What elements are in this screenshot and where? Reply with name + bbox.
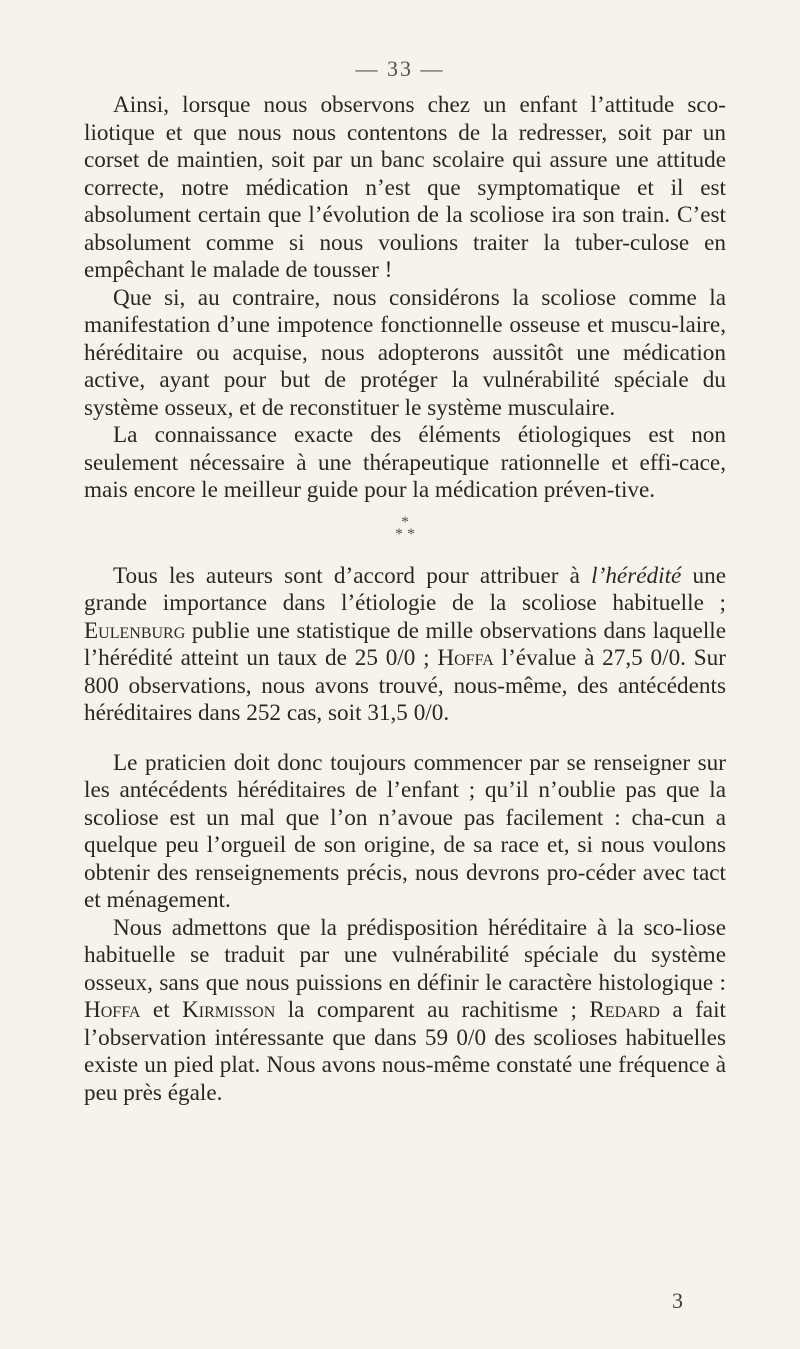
author-hoffa-2: Hoffa bbox=[84, 997, 141, 1023]
asterism-top: * bbox=[401, 513, 409, 531]
asterism-bottom: * * bbox=[395, 525, 415, 543]
page-number: — 33 — bbox=[355, 56, 445, 81]
paragraph-3: La connaissance exacte des éléments étiologiques est non seulement nécessaire à une thérapeutique rationnelle et effi-cace, mais encore le meilleur guide pour la médication préven-tive. bbox=[84, 422, 726, 503]
paragraph-6-text-b: et bbox=[140, 997, 183, 1023]
paragraph-4-text-c: publie une statistique de mille observations dans laquelle l’hérédité atteint un taux de 25 0/0 ; bbox=[84, 617, 726, 671]
paragraph-2: Que si, au contraire, nous considérons la scoliose comme la manifestation d’une impotence fonctionnelle osseuse et muscu-laire, héréditaire ou acquise, nous adopterons aussitôt une médication active, ayant pour but de protéger la vulnérabilité spéciale du système osseux, et de reconstituer le système musculaire. bbox=[84, 284, 726, 421]
author-eulenburg: Eulenburg bbox=[84, 617, 186, 644]
paragraph-6-text-c: la comparent au rachitisme ; bbox=[275, 997, 590, 1023]
paragraph-4-text-b: une grande importance dans l’étiologie de la scoliose habituelle ; bbox=[84, 562, 726, 616]
author-redard: Redard bbox=[589, 997, 660, 1023]
emphasis-heredite: l’hérédité bbox=[591, 562, 682, 589]
paragraph-1: Ainsi, lorsque nous observons chez un enfant l’attitude sco-liotique et que nous nous contentons de la redresser, soit par un corset de maintien, soit par un banc scolaire qui assure une attitude correcte, notre médication n’est que symptomatique et il est absolument certain que l’évolution de la scoliose ira son train. C’est absolument comme si nous voulions traiter la tuber-culose en empêchant le malade de tousser ! bbox=[84, 92, 726, 283]
page-body bbox=[84, 92, 726, 1107]
author-hoffa: Hoffa bbox=[437, 645, 494, 671]
paragraph-4-text-a: Tous les auteurs sont d’accord pour attribuer à bbox=[113, 562, 592, 589]
paragraph-4 bbox=[84, 563, 726, 728]
paragraph-6 bbox=[84, 915, 726, 1108]
asterism-separator bbox=[84, 513, 726, 543]
paragraph-6-text-a: Nous admettons que la prédisposition héréditaire à la sco-liose habituelle se traduit par une vulnérabilité spéciale du système osseux, sans que nous puissions en définir le caractère histologique : bbox=[84, 914, 726, 996]
signature-mark: 3 bbox=[672, 1288, 683, 1313]
paragraph-6-text-d: a fait l’observation intéressante que dans 59 0/0 des scolioses habituelles existe un pied plat. Nous avons nous-même constaté une fréquence à peu près égale. bbox=[84, 997, 726, 1106]
paragraph-5: Le praticien doit donc toujours commencer par se renseigner sur les antécédents héréditaires de l’enfant ; qu’il n’oublie pas que la scoliose est un mal que l’on n’avoue pas facilement : cha-cun a quelque peu l’orgueil de son origine, de sa race et, si nous voulons obtenir des renseignements précis, nous devrons pro-céder avec tact et ménagement. bbox=[84, 749, 726, 913]
paragraph-4-text-d: l’évalue à 27,5 0/0. Sur 800 observations, nous avons trouvé, nous-même, des antécédents héréditaires dans 252 cas, soit 31,5 0/0. bbox=[84, 645, 726, 726]
author-kirmisson: Kirmisson bbox=[182, 997, 276, 1023]
